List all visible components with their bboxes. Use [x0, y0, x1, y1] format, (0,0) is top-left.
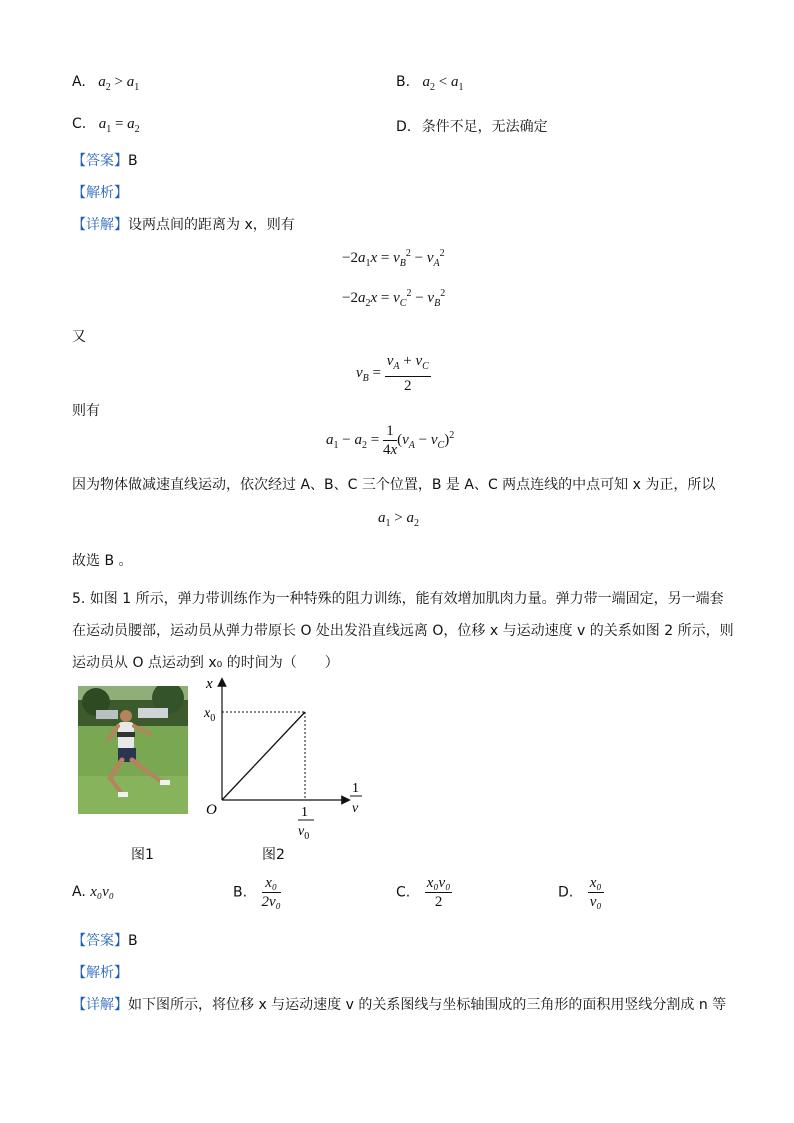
runner-photo [78, 686, 188, 814]
x-axis-label-den: v [352, 801, 359, 816]
detail-line-q5: 【详解】如下图所示，将位移 x 与运动速度 v 的关系图线与坐标轴围成的三角形的面积用竖线分割成 n 等 [72, 997, 727, 1013]
y-axis-label: x [206, 676, 213, 692]
q5-option-a: A. x₀v₀ [72, 884, 114, 900]
equation-1: $-2a_1x = v_B^2 - v_A^2$ [342, 248, 445, 269]
option-b: B. $a_2 < a_1$ [396, 74, 464, 93]
option-d: D. 条件不足，无法确定 [396, 119, 548, 135]
x-tick-num: 1 [301, 805, 308, 820]
origin-label: O [206, 802, 217, 818]
option-a: A. $a_2 > a_1$ [72, 74, 140, 93]
q5-option-d: D. $\frac{\text{x₀}}{\text{v₀}}$ [558, 875, 602, 910]
y-tick-x0: $x_0$ [204, 706, 216, 724]
answer-line-q5: 【答案】B [72, 933, 138, 949]
text-reason: 因为物体做减速直线运动，依次经过 A、B、C 三个位置，B 是 A、C 两点连线的中点可知 x 为正，所以 [72, 477, 716, 493]
x-vs-inverse-v-graph [200, 672, 370, 850]
answer-line-q4: 【答案】B [72, 153, 138, 169]
equation-5: $a_1 > a_2$ [378, 510, 419, 529]
q5-line-1: 5. 如图 1 所示，弹力带训练作为一种特殊的阻力训练，能有效增加肌肉力量。弹力带一端固定，另一端套 [72, 591, 724, 607]
analysis-tag-q5: 【解析】 [72, 965, 128, 981]
equation-2: $-2a_2x = v_C^2 - v_B^2$ [342, 288, 446, 309]
analysis-tag-q4: 【解析】 [72, 185, 128, 201]
x-tick-den: $v_0$ [298, 824, 310, 842]
detail-line-q4: 【详解】设两点间的距离为 x，则有 [72, 217, 295, 233]
text-conclusion: 故选 B 。 [72, 553, 133, 569]
fig2-caption: 图2 [262, 847, 285, 863]
q5-option-c: C. $\frac{\text{x₀v₀}}{2}$ [396, 875, 451, 910]
x-axis-label-num: 1 [352, 781, 359, 796]
text-then: 则有 [72, 403, 100, 419]
equation-4: $a_1 - a_2$ = $\frac{1}{4x}$ $(v_A - v_C)^2$ [326, 423, 455, 458]
q5-line-3: 运动员从 O 点运动到 x₀ 的时间为（ ） [72, 655, 339, 671]
graph-line [222, 712, 305, 800]
equation-3: $v_B$ = $\frac{v_A + v_C}{2}$ [356, 353, 429, 394]
text-you: 又 [72, 329, 86, 345]
q5-option-b: B. $\frac{\text{x₀}}{\text{2v₀}}$ [233, 875, 281, 910]
option-c: C. $a_1 = a_2$ [72, 116, 140, 135]
fig1-caption: 图1 [131, 847, 154, 863]
q5-line-2: 在运动员腰部，运动员从弹力带原长 O 处出发沿直线远离 O，位移 x 与运动速度 v 的关系如图 2 所示，则 [72, 623, 734, 639]
